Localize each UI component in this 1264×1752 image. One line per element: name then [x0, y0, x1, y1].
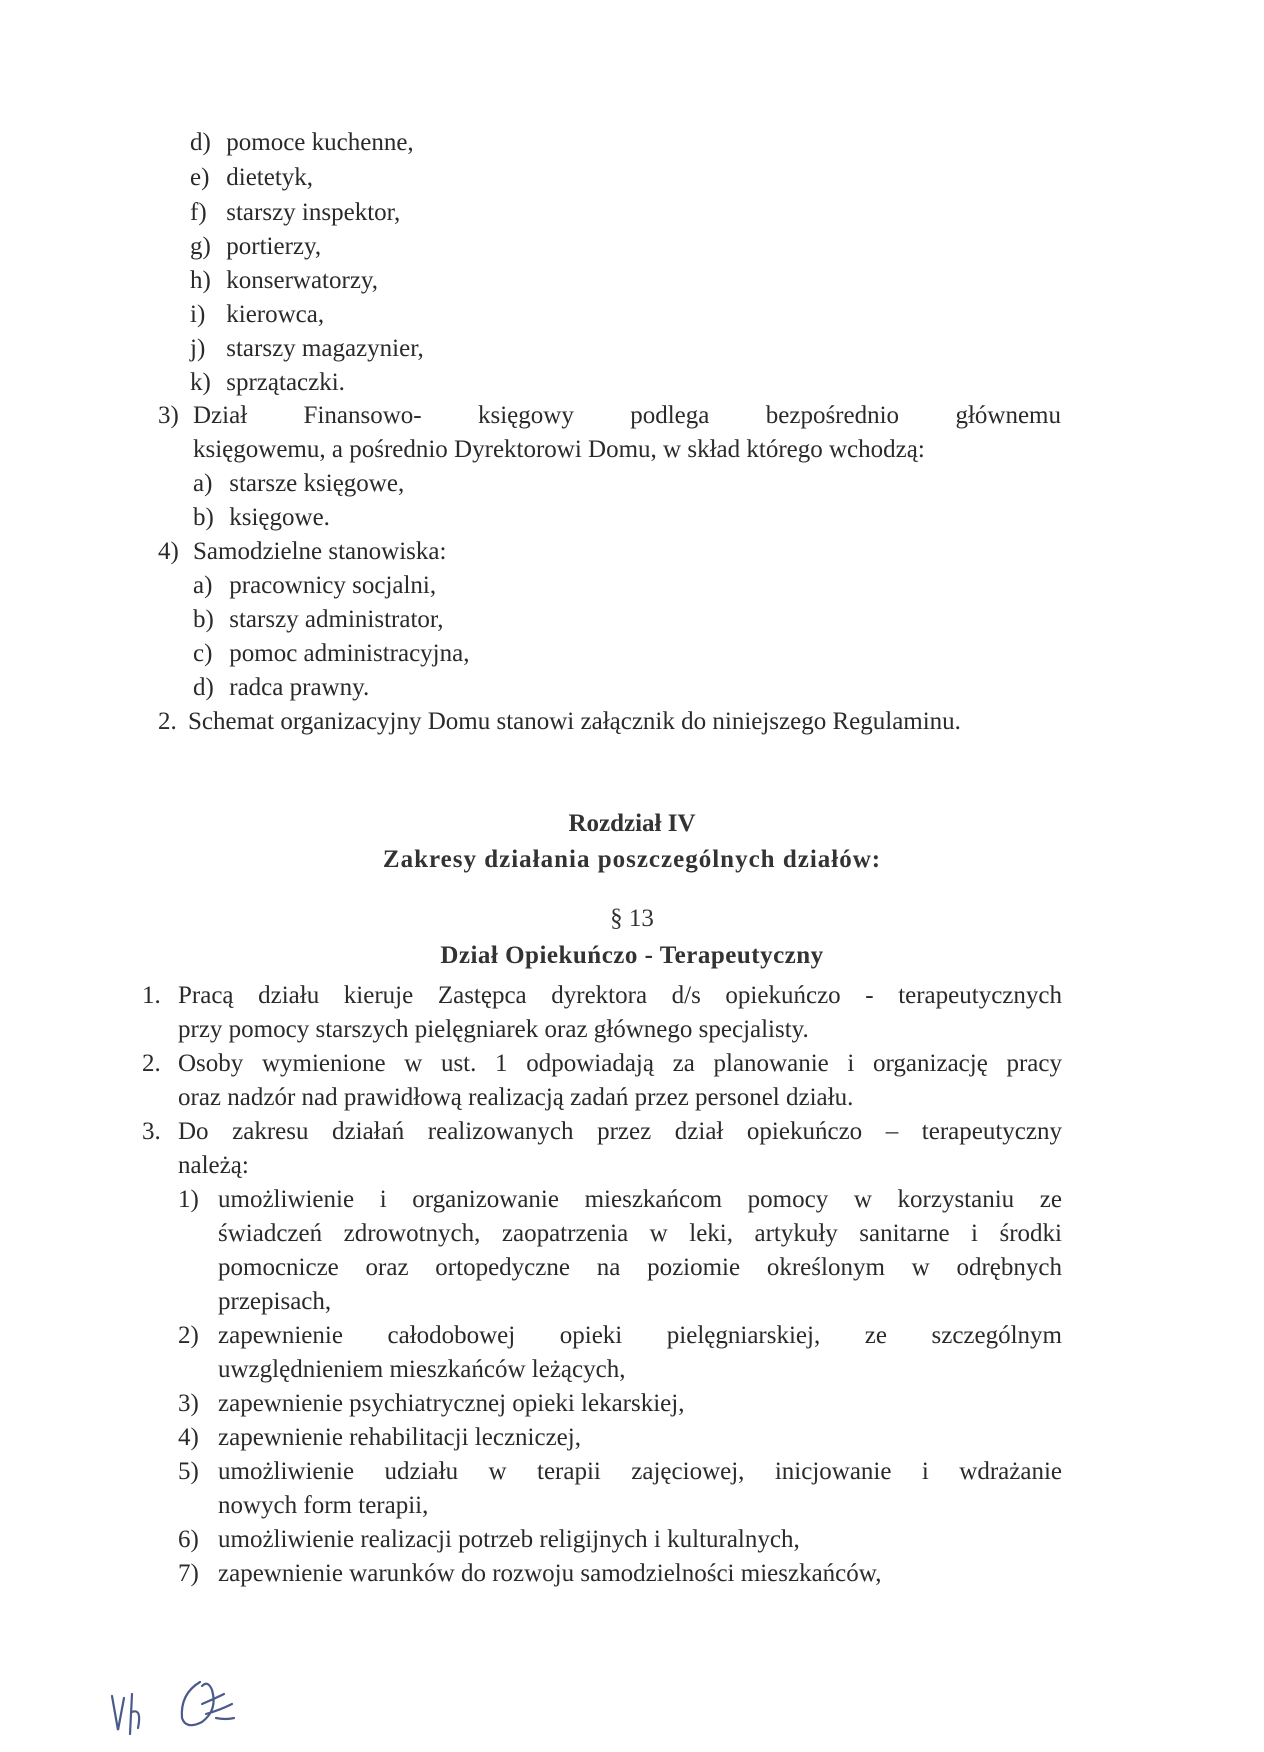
list-item: i) kierowca, — [190, 301, 325, 328]
list-item: a) starsze księgowe, — [193, 470, 405, 497]
list-item-text: zapewnienie całodobowej opieki pielęgniarskiej, ze szczególnym — [218, 1322, 1062, 1349]
list-item-text: Dział Finansowo- księgowy podlega bezpośrednio głównemu — [193, 402, 1061, 429]
paragraph-text: Pracą działu kieruje Zastępca dyrektora d/s opiekuńczo - terapeutycznych — [178, 982, 1062, 1009]
chapter-title: Rozdział IV — [568, 810, 696, 837]
list-item: j) starszy magazynier, — [190, 335, 424, 362]
list-item-label: 5) — [178, 1458, 199, 1485]
list-item: g) portierzy, — [190, 233, 322, 260]
handwritten-signature — [108, 1690, 168, 1738]
list-item-text: przepisach, — [218, 1288, 332, 1315]
list-item: 6) umożliwienie realizacji potrzeb religijnych i kulturalnych, — [178, 1526, 800, 1553]
list-item: c) pomoc administracyjna, — [193, 640, 470, 667]
handwritten-paraph — [172, 1674, 242, 1734]
list-item: 4) zapewnienie rehabilitacji leczniczej, — [178, 1424, 581, 1451]
section-number: § 13 — [610, 905, 654, 932]
paragraph-label: 1. — [142, 982, 161, 1009]
paragraph-text: Osoby wymienione w ust. 1 odpowiadają za planowanie i organizację pracy — [178, 1050, 1062, 1077]
list-item: 7) zapewnienie warunków do rozwoju samodzielności mieszkańców, — [178, 1560, 882, 1587]
list-item: d) radca prawny. — [193, 674, 370, 701]
list-item: f) starszy inspektor, — [190, 199, 401, 226]
list-item: h) konserwatorzy, — [190, 267, 379, 294]
list-item: b) starszy administrator, — [193, 606, 444, 633]
list-item: d) pomoce kuchenne, — [190, 129, 414, 156]
list-item-text: księgowemu, a pośrednio Dyrektorowi Domu, w skład którego wchodzą: — [193, 436, 925, 463]
paragraph-label: 3. — [142, 1118, 161, 1145]
section-title: Dział Opiekuńczo - Terapeutyczny — [440, 942, 824, 969]
list-item-text: świadczeń zdrowotnych, zaopatrzenia w leki, artykuły sanitarne i środki — [218, 1220, 1062, 1247]
list-item: a) pracownicy socjalni, — [193, 572, 437, 599]
paragraph-text: należą: — [178, 1152, 249, 1179]
list-item: 2. Schemat organizacyjny Domu stanowi załącznik do niniejszego Regulaminu. — [158, 708, 961, 735]
list-item: b) księgowe. — [193, 504, 330, 531]
list-item-label: 1) — [178, 1186, 199, 1213]
list-item: k) sprzątaczki. — [190, 369, 345, 396]
list-item-text: uwzględnieniem mieszkańców leżących, — [218, 1356, 626, 1383]
list-item-text: pomocnicze oraz ortopedyczne na poziomie określonym w odrębnych — [218, 1254, 1062, 1281]
list-item-label: 2) — [178, 1322, 199, 1349]
chapter-subtitle: Zakresy działania poszczególnych działów: — [382, 846, 882, 873]
paragraph-text: przy pomocy starszych pielęgniarek oraz głównego specjalisty. — [178, 1016, 809, 1043]
list-item: 3) zapewnienie psychiatrycznej opieki lekarskiej, — [178, 1390, 685, 1417]
list-item-text: umożliwienie i organizowanie mieszkańcom pomocy w korzystaniu ze — [218, 1186, 1062, 1213]
list-item: e) dietetyk, — [190, 164, 314, 191]
paragraph-text: oraz nadzór nad prawidłową realizacją zadań przez personel działu. — [178, 1084, 854, 1111]
paragraph-label: 2. — [142, 1050, 161, 1077]
list-item-text: umożliwienie udziału w terapii zajęciowej, inicjowanie i wdrażanie — [218, 1458, 1062, 1485]
list-item-text: nowych form terapii, — [218, 1492, 429, 1519]
list-item-label: 3) — [158, 402, 179, 429]
list-item: 4) Samodzielne stanowiska: — [158, 538, 447, 565]
paragraph-text: Do zakresu działań realizowanych przez dział opiekuńczo – terapeutyczny — [178, 1118, 1062, 1145]
